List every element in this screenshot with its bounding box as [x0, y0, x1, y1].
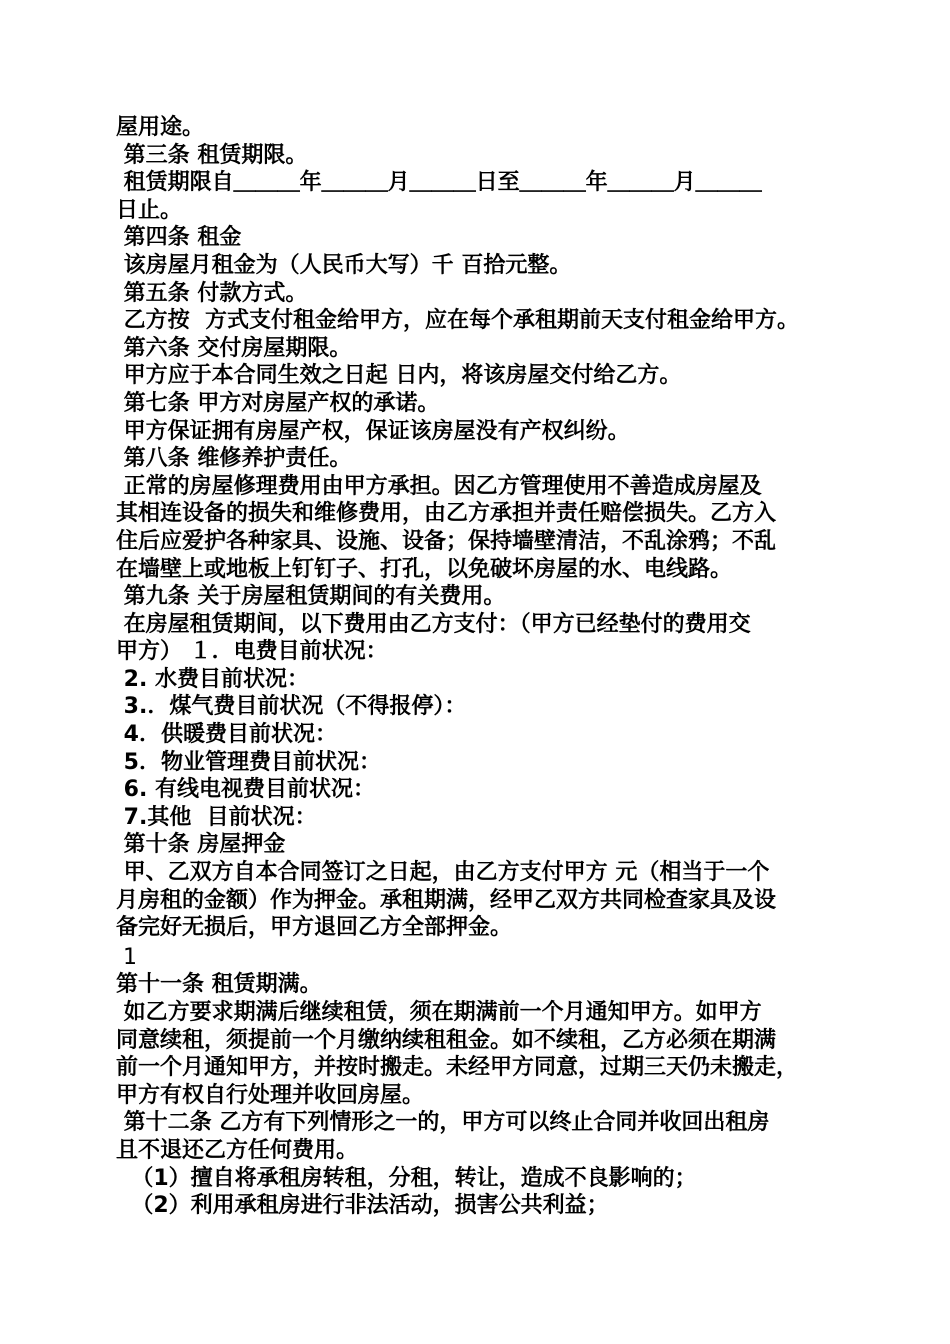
- text-line: 甲、乙双方自本合同签订之日起，由乙方支付甲方 元（相当于一个: [116, 860, 770, 886]
- text-line: 第四条 租金: [116, 225, 242, 251]
- text-line: 第六条 交付房屋期限。: [116, 335, 352, 361]
- text-line: 乙方按 方式支付租金给甲方，应在每个承租期前天支付租金给甲方。: [116, 308, 799, 334]
- text-line: 同意续租，须提前一个月缴纳续租租金。如不续租，乙方必须在期满: [116, 1027, 777, 1053]
- text-line: 第三条 租赁期限。: [116, 142, 308, 168]
- text-line: 第十二条 乙方有下列情形之一的，甲方可以终止合同并收回出租房: [116, 1110, 770, 1136]
- text-line: 2. 水费目前状况：: [116, 666, 309, 692]
- text-line: 甲方应于本合同生效之日起 日内，将该房屋交付给乙方。: [116, 363, 682, 389]
- text-line: 住后应爱护各种家具、设施、设备；保持墙壁清洁，不乱涂鸦；不乱: [116, 528, 777, 554]
- text-line: 在墙壁上或地板上钉钉子、打孔，以免破坏房屋的水、电线路。: [116, 556, 733, 582]
- text-line: 租赁期限自＿＿＿年＿＿＿月＿＿＿日至＿＿＿年＿＿＿月＿＿＿: [116, 170, 762, 196]
- text-line: （2）利用承租房进行非法活动，损害公共利益；: [116, 1193, 609, 1219]
- document-body: [116, 114, 846, 1220]
- text-line: （1）擅自将承租房转租，分租，转让，造成不良影响的；: [116, 1165, 697, 1191]
- text-line: 第七条 甲方对房屋产权的承诺。: [116, 390, 440, 416]
- text-line: 其相连设备的损失和维修费用，由乙方承担并责任赔偿损失。乙方入: [116, 501, 777, 527]
- text-line: 第十条 房屋押金: [116, 832, 286, 858]
- text-line: 6. 有线电视费目前状况：: [116, 777, 375, 803]
- text-line: 在房屋租赁期间，以下费用由乙方支付：（甲方已经垫付的费用交: [116, 611, 751, 637]
- page-number: 1: [116, 944, 137, 970]
- text-line: 甲方保证拥有房屋产权，保证该房屋没有产权纠纷。: [116, 418, 630, 444]
- text-line: 如乙方要求期满后继续租赁，须在期满前一个月通知甲方。如甲方: [116, 1000, 762, 1025]
- text-line: 屋用途。: [116, 115, 205, 140]
- text-line: 5．物业管理费目前状况：: [116, 749, 381, 775]
- text-line: 该房屋月租金为（人民币大写）千 百拾元整。: [116, 252, 572, 278]
- text-line: 月房租的金额）作为押金。承租期满，经甲乙双方共同检查家具及设: [116, 887, 777, 913]
- text-line: 7.其他 目前状况：: [116, 804, 317, 830]
- text-line: 日止。: [116, 197, 183, 223]
- text-line: 第五条 付款方式。: [116, 280, 308, 306]
- text-line: 3.．煤气费目前状况（不得报停）：: [116, 694, 467, 720]
- text-line: 备完好无损后，甲方退回乙方全部押金。: [116, 915, 513, 941]
- text-line: 第九条 关于房屋租赁期间的有关费用。: [116, 584, 506, 610]
- text-line: 第八条 维修养护责任。: [116, 446, 352, 472]
- text-line: 正常的房屋修理费用由甲方承担。因乙方管理使用不善造成房屋及: [116, 473, 762, 499]
- text-line: 4．供暖费目前状况：: [116, 722, 337, 748]
- text-line: 且不退还乙方任何费用。: [116, 1137, 359, 1163]
- text-line: 甲方） １．电费目前状况：: [116, 639, 388, 665]
- text-line: 第十一条 租赁期满。: [116, 972, 322, 998]
- text-line: 前一个月通知甲方，并按时搬走。未经甲方同意，过期三天仍未搬走，: [116, 1055, 799, 1081]
- text-line: 甲方有权自行处理并收回房屋。: [116, 1082, 425, 1108]
